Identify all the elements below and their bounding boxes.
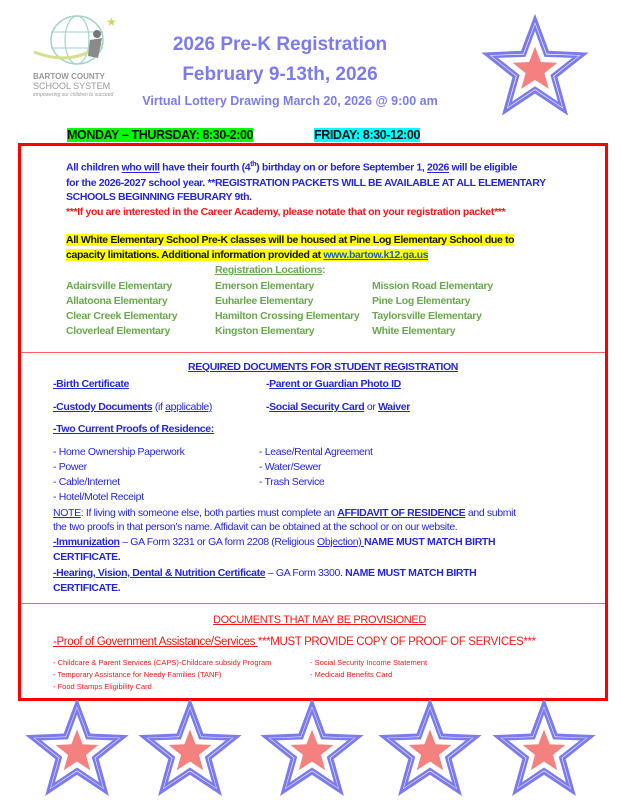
svg-text:★: ★ bbox=[106, 15, 117, 29]
eligibility-line: for the 2026-2027 school year. **REGISTRATION PACKETS WILL BE AVAILABLE AT ALL ELEMENTARY bbox=[66, 177, 546, 189]
proof-item: - Home Ownership Paperwork bbox=[53, 446, 185, 458]
section-divider bbox=[21, 352, 605, 353]
proof-item: - Trash Service bbox=[259, 476, 325, 488]
white-elementary-note: All White Elementary School Pre-K classes will be housed at Pine Log Elementary School due to bbox=[66, 234, 515, 246]
provisioned-item: - Food Stamps Eligibility Card bbox=[53, 682, 152, 691]
logo-line2: SCHOOL SYSTEM bbox=[33, 81, 111, 91]
provisioned-item: - Social Security Income Statement bbox=[310, 658, 428, 667]
white-elementary-note: capacity limitations. Additional information provided at www.bartow.k12.ga.us bbox=[66, 249, 429, 261]
gov-assistance-line: -Proof of Government Assistance/Services ***MUST PROVIDE COPY OF PROOF OF SERVICES*** bbox=[53, 636, 536, 648]
immunization-line: -Immunization – GA Form 3231 or GA form 2208 (Religious Objection) NAME MUST MATCH BIRTH bbox=[53, 536, 496, 548]
proof-item: - Power bbox=[53, 461, 87, 473]
section-divider bbox=[21, 603, 605, 604]
eligibility-line: All children who will have their fourth (4th) birthday on or before September 1, 2026 will be eligible bbox=[66, 161, 518, 174]
required-heading: REQUIRED DOCUMENTS FOR STUDENT REGISTRATION bbox=[188, 361, 459, 373]
immunization-line: CERTIFICATE. bbox=[53, 551, 121, 563]
registration-dates: February 9-13th, 2026 bbox=[182, 64, 378, 85]
provisioned-item: - Childcare & Parent Services (CAPS)-Childcare subsidy Program bbox=[53, 658, 272, 667]
locations-heading: Registration Locations: bbox=[215, 264, 326, 276]
location-item: Kingston Elementary bbox=[215, 325, 315, 337]
globe-logo-icon bbox=[32, 12, 122, 72]
logo-tagline: empowering our children to succeed bbox=[33, 92, 114, 98]
parent-photo-id: -Parent or Guardian Photo ID bbox=[266, 378, 401, 390]
hearing-line: -Hearing, Vision, Dental & Nutrition Certificate – GA Form 3300. NAME MUST MATCH BIRTH bbox=[53, 567, 477, 579]
career-academy-note: ***If you are interested in the Career Academy, please notate that on your registration packet*** bbox=[66, 206, 506, 218]
location-item: Hamilton Crossing Elementary bbox=[215, 310, 360, 322]
page-title: 2026 Pre-K Registration bbox=[172, 34, 388, 55]
lottery-date: Virtual Lottery Drawing March 20, 2026 @ 9:00 am bbox=[142, 94, 438, 108]
proof-item: - Water/Sewer bbox=[259, 461, 322, 473]
location-item: Cloverleaf Elementary bbox=[66, 325, 171, 337]
location-item: Allatoona Elementary bbox=[66, 295, 168, 307]
logo-line1: BARTOW COUNTY bbox=[33, 72, 105, 81]
location-item: Pine Log Elementary bbox=[372, 295, 471, 307]
star-icon bbox=[480, 10, 590, 125]
social-security-card: -Social Security Card or Waiver bbox=[266, 401, 411, 413]
weekday-hours: MONDAY – THURSDAY: 8:30-2:00 bbox=[67, 128, 254, 142]
proof-item: - Cable/Internet bbox=[53, 476, 120, 488]
eligibility-line: SCHOOLS BEGINNING FEBURARY 9th. bbox=[66, 191, 252, 203]
stars-row bbox=[0, 700, 621, 800]
proof-item: - Hotel/Motel Receipt bbox=[53, 491, 144, 503]
note-line: NOTE: If living with someone else, both parties must complete an AFFIDAVIT OF RESIDENCE and submit bbox=[53, 507, 516, 519]
friday-hours: FRIDAY: 8:30-12:00 bbox=[314, 128, 421, 142]
provisioned-heading: DOCUMENTS THAT MAY BE PROVISIONED bbox=[213, 614, 426, 626]
location-item: Mission Road Elementary bbox=[372, 280, 493, 292]
location-item: Euharlee Elementary bbox=[215, 295, 314, 307]
proofs-of-residence: -Two Current Proofs of Residence: bbox=[53, 423, 214, 435]
location-item: Emerson Elementary bbox=[215, 280, 315, 292]
custody-documents: -Custody Documents (if applicable) bbox=[53, 401, 213, 413]
location-item: Clear Creek Elementary bbox=[66, 310, 178, 322]
website-link[interactable]: www.bartow.k12.ga.us bbox=[323, 249, 429, 261]
location-item: White Elementary bbox=[372, 325, 456, 337]
birth-certificate: -Birth Certificate bbox=[53, 378, 129, 390]
provisioned-item: - Medicaid Benefits Card bbox=[310, 670, 393, 679]
location-item: Taylorsville Elementary bbox=[372, 310, 482, 322]
proof-item: - Lease/Rental Agreement bbox=[259, 446, 373, 458]
provisioned-item: - Temporary Assistance for Needy Families (TANF) bbox=[53, 670, 222, 679]
note-line: the two proofs in that person’s name. Affidavit can be obtained at the school or on our website. bbox=[53, 521, 458, 533]
location-item: Adairsville Elementary bbox=[66, 280, 173, 292]
hearing-line: CERTIFICATE. bbox=[53, 582, 121, 594]
